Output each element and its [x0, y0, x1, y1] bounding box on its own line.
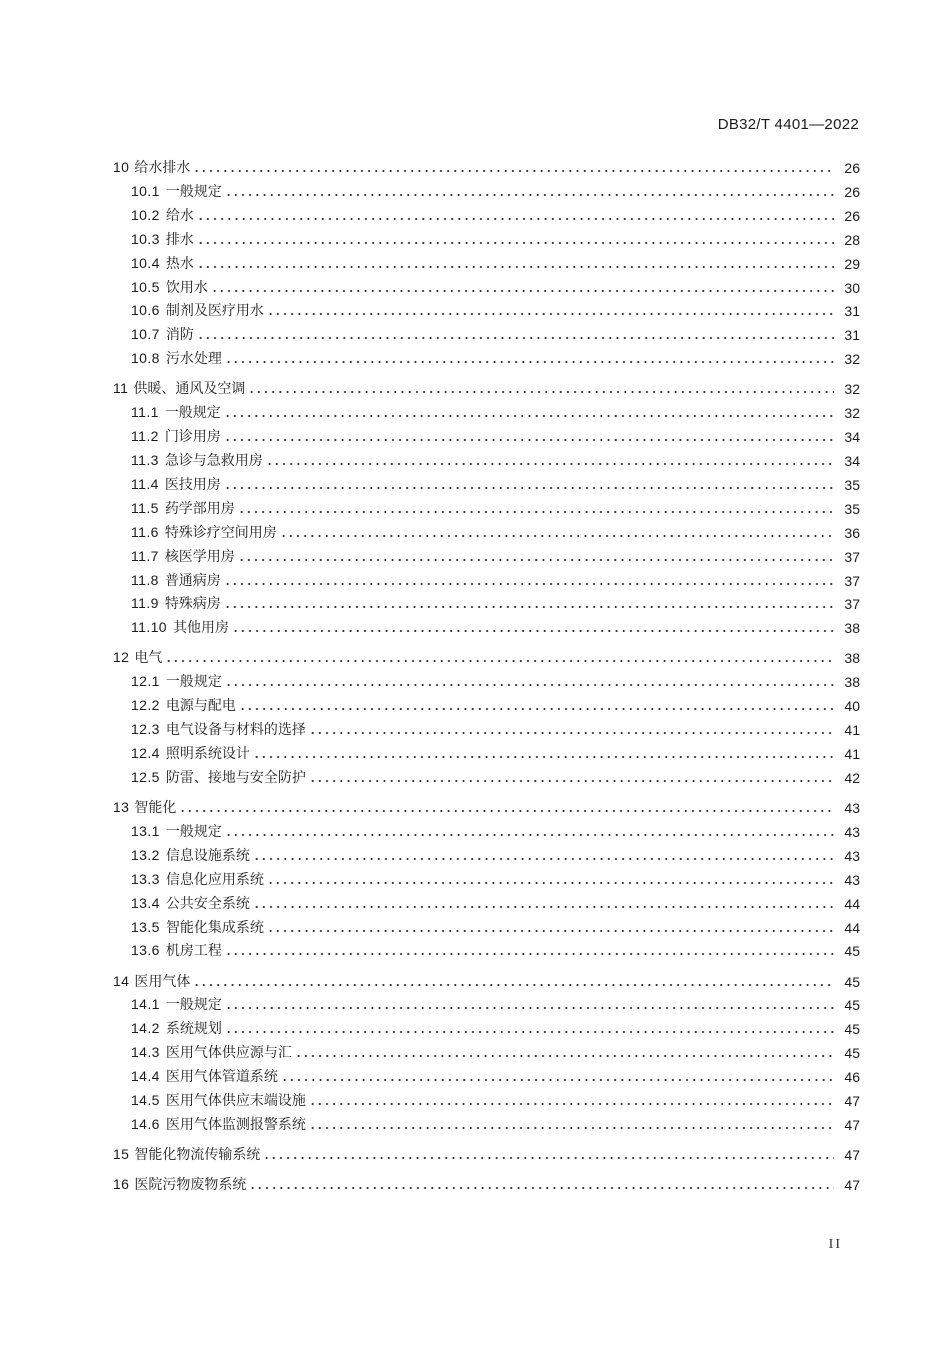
document-code: DB32/T 4401—2022: [717, 116, 859, 133]
toc-entry-number: 11.1: [131, 404, 159, 421]
toc-dot-leader: [295, 1054, 834, 1058]
toc-entry-page-number: 44: [844, 895, 860, 912]
toc-entry-number: 11: [113, 380, 129, 397]
toc-entry-title: 医用气体监测报警系统: [165, 1116, 306, 1133]
toc-dot-leader: [193, 169, 834, 173]
toc-entry-label: [0, 571, 224, 590]
toc-entry-label: [0, 523, 280, 542]
toc-dot-leader: [224, 438, 834, 442]
toc-chapter-entry[interactable]: [0, 967, 950, 991]
toc-entry-page-number: 47: [844, 1147, 860, 1163]
toc-entry-label: [0, 918, 267, 937]
toc-entry-number: 14.1: [131, 996, 160, 1013]
toc-dot-leader: [211, 289, 834, 293]
toc-entry-page-number: 38: [844, 620, 860, 637]
toc-entry-title: 排水: [165, 231, 194, 248]
toc-entry-page-number: 45: [844, 943, 860, 960]
toc-dot-leader: [225, 952, 834, 956]
toc-entry-number: 13.3: [131, 870, 160, 887]
toc-dot-leader: [224, 414, 834, 418]
toc-entry-label: [0, 1019, 225, 1038]
toc-entry-number: 10.1: [131, 182, 160, 199]
toc-section-entry[interactable]: [0, 691, 950, 715]
toc-entry-page-number: 47: [844, 1177, 860, 1194]
toc-chapter-entry[interactable]: [0, 643, 950, 667]
toc-entry-label: [0, 475, 224, 494]
toc-entry-label: [0, 618, 232, 637]
toc-entry-number: 14.3: [131, 1044, 160, 1061]
toc-entry-label: [0, 768, 309, 787]
toc-entry-title: 一般规定: [165, 997, 222, 1014]
toc-section-entry[interactable]: [0, 225, 950, 249]
toc-entry-label: [0, 1145, 263, 1164]
toc-entry-title: 电气设备与材料的选择: [165, 722, 306, 739]
toc-entry-label: [0, 301, 267, 320]
toc-entry-title: 门诊用房: [164, 429, 221, 446]
toc-entry-page-number: 45: [844, 1021, 860, 1038]
toc-section-entry[interactable]: [0, 589, 950, 613]
toc-entry-page-number: 43: [844, 823, 860, 840]
toc-dot-leader: [266, 462, 834, 466]
toc-entry-label: [0, 254, 197, 273]
toc-dot-leader: [197, 217, 834, 221]
toc-entry-page-number: 38: [844, 650, 860, 667]
toc-entry-title: 机房工程: [165, 943, 222, 960]
toc-dot-leader: [309, 779, 834, 783]
toc-dot-leader: [280, 534, 834, 538]
toc-dot-leader: [197, 241, 834, 245]
toc-dot-leader: [197, 265, 834, 269]
toc-dot-leader: [253, 755, 834, 759]
toc-entry-label: [0, 278, 211, 297]
toc-entry-number: 16: [113, 1176, 130, 1193]
toc-entry-title: 防雷、接地与安全防护: [165, 769, 306, 786]
toc-entry-page-number: 26: [844, 183, 860, 200]
toc-entry-label: [0, 427, 224, 446]
toc-entry-label: [0, 499, 238, 518]
toc-entry-title: 特殊诊疗空间用房: [164, 524, 277, 541]
toc-entry-page-number: 32: [844, 381, 860, 398]
toc-section-entry[interactable]: [0, 1110, 950, 1134]
toc-chapter-entry[interactable]: [0, 153, 950, 177]
toc-entry-title: 电源与配电: [165, 698, 236, 715]
toc-entry-title: 医用气体: [134, 973, 191, 990]
toc-entry-title: 医用气体供应源与汇: [165, 1045, 292, 1062]
toc-entry-page-number: 29: [844, 255, 860, 272]
toc-entry-page-number: 35: [844, 476, 860, 493]
toc-dot-leader: [225, 193, 834, 197]
toc-entry-number: 12.1: [131, 673, 160, 690]
toc-entry-number: 13.6: [131, 942, 160, 959]
toc-entry-label: [0, 349, 225, 368]
toc-entry-page-number: 26: [844, 207, 860, 224]
toc-entry-page-number: 28: [844, 231, 860, 248]
toc-section-entry[interactable]: [0, 913, 950, 937]
toc-section-entry[interactable]: [0, 715, 950, 739]
toc-section-entry[interactable]: [0, 841, 950, 865]
toc-entry-title: 给水: [165, 207, 194, 224]
toc-entry-title: 医用气体供应末端设施: [165, 1093, 306, 1109]
toc-entry-title: 供暖、通风及空调: [133, 381, 246, 398]
toc-entry-label: [0, 995, 225, 1014]
toc-dot-leader: [309, 1102, 834, 1106]
toc-dot-leader: [267, 929, 834, 933]
toc-entry-page-number: 43: [844, 847, 860, 864]
toc-entry-label: [0, 798, 179, 817]
toc-section-entry[interactable]: [0, 763, 950, 787]
toc-entry-title: 药学部用房: [164, 500, 235, 517]
toc-entry-title: 信息化应用系统: [165, 871, 264, 888]
toc-entry-title: 系统规划: [165, 1021, 222, 1038]
toc-section-entry[interactable]: [0, 518, 950, 542]
toc-section-entry[interactable]: [0, 1086, 950, 1110]
toc-entry-title: 一般规定: [165, 183, 222, 200]
toc-chapter-entry[interactable]: [0, 793, 950, 817]
toc-entry-title: 制剂及医疗用水: [165, 303, 264, 320]
toc-dot-leader: [267, 312, 834, 316]
toc-entry-page-number: 32: [844, 351, 860, 368]
toc-entry-page-number: 31: [844, 303, 860, 320]
toc-entry-title: 污水处理: [165, 351, 222, 368]
toc-entry-title: 信息设施系统: [165, 847, 250, 864]
toc-entry-number: 13: [113, 799, 130, 815]
toc-chapter-entry[interactable]: [0, 1140, 950, 1164]
toc-entry-label: [0, 379, 248, 398]
toc-entry-number: 15: [113, 1146, 130, 1162]
toc-entry-label: [0, 672, 225, 691]
toc-entry-number: 12: [113, 649, 130, 666]
toc-entry-number: 11.4: [131, 475, 159, 492]
toc-entry-label: [0, 744, 253, 763]
toc-section-entry[interactable]: [0, 566, 950, 590]
toc-entry-number: 10: [113, 159, 130, 175]
toc-entry-label: [0, 941, 225, 960]
toc-entry-page-number: 41: [844, 722, 860, 739]
toc-dot-leader: [225, 833, 834, 837]
toc-entry-page-number: 36: [844, 524, 860, 541]
toc-entry-number: 13.2: [131, 846, 160, 863]
toc-dot-leader: [197, 336, 834, 340]
toc-section-entry[interactable]: [0, 817, 950, 841]
toc-section-entry[interactable]: [0, 889, 950, 913]
toc-entry-label: [0, 1067, 281, 1086]
toc-entry-page-number: 37: [844, 596, 860, 613]
toc-entry-label: [0, 182, 225, 201]
toc-entry-label: [0, 451, 266, 470]
toc-dot-leader: [224, 605, 834, 609]
toc-dot-leader: [263, 1156, 834, 1160]
toc-entry-number: 13.5: [131, 918, 160, 935]
toc-entry-title: 核医学用房: [164, 548, 235, 565]
toc-dot-leader: [238, 558, 834, 562]
toc-dot-leader: [267, 881, 834, 885]
toc-chapter-entry[interactable]: [0, 1170, 950, 1194]
toc-section-entry[interactable]: [0, 201, 950, 225]
page-number-footer: II: [828, 1237, 842, 1252]
toc-dot-leader: [253, 905, 834, 909]
toc-entry-title: 智能化: [134, 800, 177, 816]
toc-entry-label: [0, 972, 193, 991]
toc-entry-page-number: 47: [844, 1093, 860, 1109]
toc-entry-title: 智能化集成系统: [165, 919, 264, 936]
toc-entry-number: 13.4: [131, 894, 160, 911]
toc-entry-label: [0, 648, 165, 667]
toc-entry-label: [0, 206, 197, 225]
toc-entry-title: 急诊与急救用房: [164, 453, 263, 469]
toc-entry-number: 10.8: [131, 350, 160, 367]
toc-section-entry[interactable]: [0, 249, 950, 273]
toc-section-entry[interactable]: [0, 273, 950, 297]
toc-entry-title: 饮用水: [165, 279, 208, 296]
toc-section-entry[interactable]: [0, 398, 950, 422]
toc-entry-label: [0, 158, 193, 177]
toc-entry-title: 医用气体管道系统: [165, 1069, 278, 1086]
toc-entry-number: 10.2: [131, 206, 160, 223]
toc-section-entry[interactable]: [0, 865, 950, 889]
toc-section-entry[interactable]: [0, 542, 950, 566]
toc-entry-label: [0, 846, 253, 865]
toc-entry-title: 照明系统设计: [165, 746, 250, 762]
toc-entry-number: 10.3: [131, 230, 160, 247]
toc-entry-number: 12.4: [131, 745, 160, 761]
toc-section-entry[interactable]: [0, 296, 950, 320]
toc-entry-page-number: 32: [844, 405, 860, 422]
toc-entry-title: 一般规定: [165, 674, 222, 691]
toc-entry-page-number: 30: [844, 279, 860, 296]
toc-entry-label: [0, 230, 197, 249]
toc-section-entry[interactable]: [0, 422, 950, 446]
toc-entry-label: [0, 822, 225, 841]
toc-entry-label: [0, 894, 253, 913]
toc-entry-number: 10.6: [131, 302, 160, 319]
toc-entry-title: 智能化物流传输系统: [134, 1147, 261, 1163]
toc-entry-title: 医技用房: [164, 476, 221, 493]
toc-dot-leader: [225, 683, 834, 687]
toc-entry-page-number: 44: [844, 919, 860, 936]
toc-entry-page-number: 34: [844, 453, 860, 469]
toc-dot-leader: [281, 1078, 834, 1082]
toc-entry-number: 10.7: [131, 326, 160, 343]
toc-section-entry[interactable]: [0, 1038, 950, 1062]
toc-entry-page-number: 43: [844, 800, 860, 816]
toc-entry-title: 电气: [134, 650, 163, 667]
toc-entry-page-number: 45: [844, 997, 860, 1014]
toc-entry-label: [0, 1115, 309, 1134]
toc-entry-number: 11.2: [131, 428, 159, 445]
toc-section-entry[interactable]: [0, 177, 950, 201]
toc-dot-leader: [249, 1186, 834, 1190]
toc-entry-page-number: 34: [844, 429, 860, 446]
toc-entry-number: 10.4: [131, 254, 160, 271]
toc-entry-page-number: 46: [844, 1069, 860, 1086]
toc-entry-label: [0, 1091, 309, 1110]
toc-entry-number: 13.1: [131, 822, 160, 839]
toc-entry-page-number: 47: [844, 1116, 860, 1133]
toc-entry-number: 11.3: [131, 452, 159, 468]
toc-entry-page-number: 37: [844, 548, 860, 565]
toc-entry-number: 12.5: [131, 768, 160, 785]
toc-dot-leader: [232, 629, 834, 633]
toc-entry-label: [0, 696, 239, 715]
toc-dot-leader: [239, 707, 834, 711]
toc-entry-number: 11.6: [131, 523, 159, 540]
toc-entry-title: 其他用房: [173, 620, 229, 637]
toc-dot-leader: [225, 1030, 834, 1034]
toc-entry-label: [0, 403, 224, 422]
toc-entry-label: [0, 870, 267, 889]
toc-entry-page-number: 37: [844, 572, 860, 589]
toc-entry-number: 14.5: [131, 1092, 160, 1108]
toc-entry-label: [0, 720, 309, 739]
toc-entry-page-number: 45: [844, 973, 860, 990]
toc-entry-title: 特殊病房: [164, 596, 221, 613]
toc-entry-title: 一般规定: [165, 823, 222, 840]
toc-section-entry[interactable]: [0, 613, 950, 637]
toc-dot-leader: [165, 659, 834, 663]
toc-entry-number: 11.9: [131, 595, 159, 612]
toc-chapter-entry[interactable]: [0, 374, 950, 398]
toc-section-entry[interactable]: [0, 1014, 950, 1038]
toc-entry-number: 10.5: [131, 278, 160, 295]
toc-section-entry[interactable]: [0, 1062, 950, 1086]
toc-dot-leader: [225, 1006, 834, 1010]
toc-entry-title: 公共安全系统: [165, 895, 250, 912]
toc-dot-leader: [224, 486, 834, 490]
toc-section-entry[interactable]: [0, 344, 950, 368]
toc-entry-number: 11.10: [131, 619, 167, 636]
toc-entry-title: 一般规定: [164, 405, 221, 422]
toc-dot-leader: [248, 390, 834, 394]
toc-entry-page-number: 43: [844, 871, 860, 888]
toc-entry-page-number: 31: [844, 327, 860, 344]
toc-dot-leader: [179, 809, 834, 813]
toc-entry-page-number: 42: [844, 769, 860, 786]
toc-entry-number: 14.2: [131, 1020, 160, 1037]
toc-entry-title: 普通病房: [164, 572, 221, 589]
toc-entry-label: [0, 1175, 249, 1194]
toc-entry-page-number: 38: [844, 674, 860, 691]
toc-dot-leader: [193, 983, 834, 987]
toc-section-entry[interactable]: [0, 446, 950, 470]
toc-entry-page-number: 26: [844, 160, 860, 176]
toc-entry-number: 14.4: [131, 1068, 160, 1085]
toc-section-entry[interactable]: [0, 990, 950, 1014]
toc-entry-title: 热水: [165, 255, 194, 272]
toc-entry-number: 14.6: [131, 1115, 160, 1132]
toc-section-entry[interactable]: [0, 667, 950, 691]
toc-entry-label: [0, 547, 238, 566]
toc-entry-title: 消防: [165, 327, 194, 344]
toc-entry-page-number: 41: [844, 746, 860, 762]
toc-entry-title: 给水排水: [134, 160, 191, 176]
toc-section-entry[interactable]: [0, 739, 950, 763]
toc-entry-number: 14: [113, 972, 130, 989]
toc-section-entry[interactable]: [0, 470, 950, 494]
toc-dot-leader: [309, 731, 834, 735]
toc-dot-leader: [309, 1126, 834, 1130]
toc-entry-number: 12.2: [131, 697, 160, 714]
toc-entry-label: [0, 325, 197, 344]
toc-entry-label: [0, 1043, 295, 1062]
toc-entry-page-number: 45: [844, 1045, 860, 1062]
toc-entry-number: 11.7: [131, 547, 159, 564]
toc-entry-number: 11.5: [131, 499, 159, 516]
toc-section-entry[interactable]: [0, 494, 950, 518]
toc-entry-number: 12.3: [131, 721, 160, 738]
toc-entry-number: 11.8: [131, 571, 159, 588]
toc-dot-leader: [253, 857, 834, 861]
toc-entry-label: [0, 594, 224, 613]
toc-dot-leader: [238, 510, 834, 514]
toc-entry-title: 医院污物废物系统: [134, 1177, 247, 1194]
toc-dot-leader: [225, 360, 834, 364]
toc-entry-page-number: 40: [844, 698, 860, 715]
toc-entry-page-number: 35: [844, 500, 860, 517]
toc-section-entry[interactable]: [0, 320, 950, 344]
toc-section-entry[interactable]: [0, 936, 950, 960]
toc-dot-leader: [224, 582, 834, 586]
